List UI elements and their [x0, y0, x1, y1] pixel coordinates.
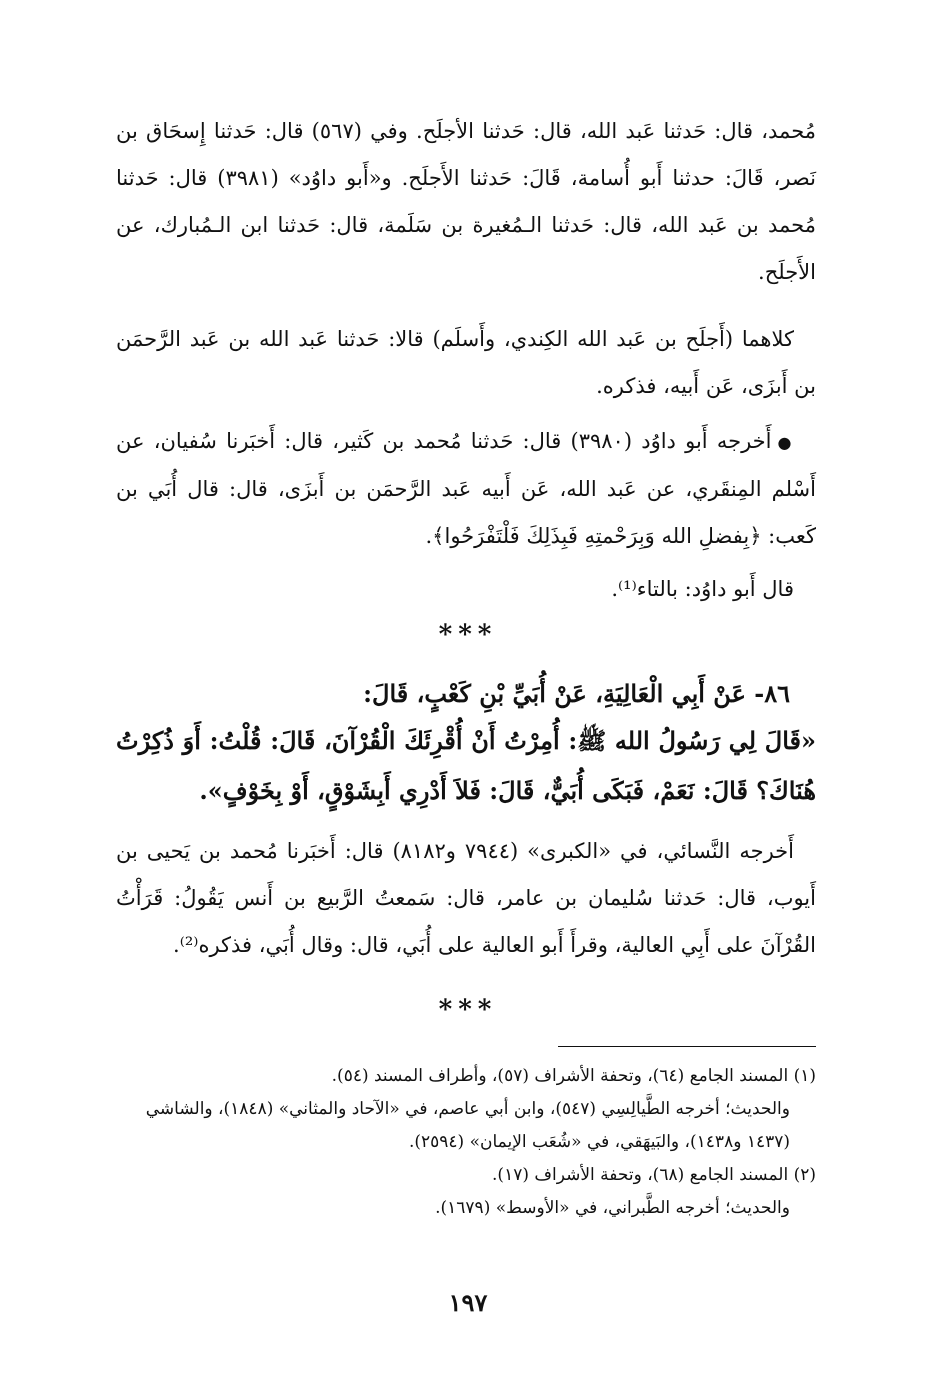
- section-separator: ***: [438, 620, 498, 650]
- hadith-text: «قَالَ لِي رَسُولُ الله ﷺ: أُمِرْتُ أَنْ أُقْرِئَكَ الْقُرْآنَ، قَالَ: قُلْتُ: أَوَ ذُكِرْتُ هُنَاكَ؟ قَالَ: نَعَمْ، فَبَكَى أُبَيٌّ، قَالَ: فَلاَ أَدْرِي أَبِشَوْقٍ، أَوْ بِخَوْفٍ».: [116, 726, 816, 805]
- paragraph-isnad-1: مُحمد، قال: حَدثنا عَبد الله، قال: حَدثنا الأجلَح. وفي (٥٦٧) قال: حَدثنا إِسحَاق بن نَصر، قَالَ: حدثنا أَبو أُسامة، قَالَ: حَدثنا الأَجلَح. و«أَبو داوُد» (٣٩٨١) قال: حَدثنا مُحمد بن عَبد الله، قال: حَدثنا الـمُغيرة بن سَلَمة، قال: حَدثنا ابن الـمُبارك، عن الأَجلَح.: [116, 119, 817, 284]
- page-number: ١٩٧: [448, 1288, 488, 1317]
- hadith-heading: ٨٦- عَنْ أَبِي الْعَالِيَةِ، عَنْ أُبَيِّ بْنِ كَعْبٍ، قَالَ:: [363, 679, 790, 708]
- paragraph-nasai: أَخرجه النَّسائي، في «الكبرى» (٧٩٤٤ و٨١٨٢) قال: أَخبَرنا مُحمد بن يَحيى بن أَيوب، قال: حَدثنا سُليمان بن عامر، قال: سَمعتُ الرَّبيع بن أَنس يَقُولُ: قَرَأْتُ القُرْآنَ على أَبِي العالية، وقرأَ أَبو العالية على أُبَي، قال: وقال أُبَي، فذكره⁽²⁾.: [116, 839, 816, 957]
- paragraph-abu-dawud-text: أَخرجه أَبو داوُد (٣٩٨٠) قال: حَدثنا مُحمد بن كَثير، قال: أَخبَرنا سُفيان، عن أَسْلم المِنقَري، عن عَبد الله، عَن أَبيه عَبد الرَّحمَن بن أَبزَى، قال: قال أُبَي بن كَعب: ﴿بِفضلِ الله وَبِرَحْمتِهِ فَبِذَلِكَ فَلْتَفْرَحُوا﴾.: [116, 429, 816, 548]
- footnote-1: (١) المسند الجامع (٦٤)، وتحفة الأشراف (٥٧)، وأطراف المسند (٥٤).: [331, 1066, 816, 1086]
- footnote-2: (٢) المسند الجامع (٦٨)، وتحفة الأشراف (١٧).: [492, 1165, 816, 1185]
- footnote-1-detail: والحديث؛ أخرجه الطَّيالِسِي (٥٤٧)، وابن أبي عاصم، في «الآحاد والمثاني» (١٨٤٨)، والشاشي: [145, 1099, 790, 1119]
- paragraph-isnad-2: كلاهما (أَجلَح بن عَبد الله الكِندي، وأَسلَم) قالا: حَدثنا عَبد الله بن عَبد الرَّحمَن بن أَبزَى، عَن أَبيه، فذكره.: [116, 327, 816, 398]
- footnote-divider: [558, 1046, 816, 1047]
- paragraph-abu-dawud: [116, 418, 816, 560]
- paragraph-abu-dawud-note: قال أَبو داوُد: بالتاء⁽¹⁾.: [611, 577, 794, 601]
- footnotes: [116, 1060, 816, 1225]
- footnote-2-detail: والحديث؛ أخرجه الطَّبراني، في «الأوسط» (١٦٧٩).: [435, 1198, 790, 1218]
- section-separator: ***: [438, 995, 498, 1025]
- footnote-1-detail-cont: (١٤٣٧ و١٤٣٨)، والبَيهَقي، في «شُعَب الإيمان» (٢٥٩٤).: [408, 1132, 790, 1152]
- bullet-icon: ●: [777, 433, 794, 452]
